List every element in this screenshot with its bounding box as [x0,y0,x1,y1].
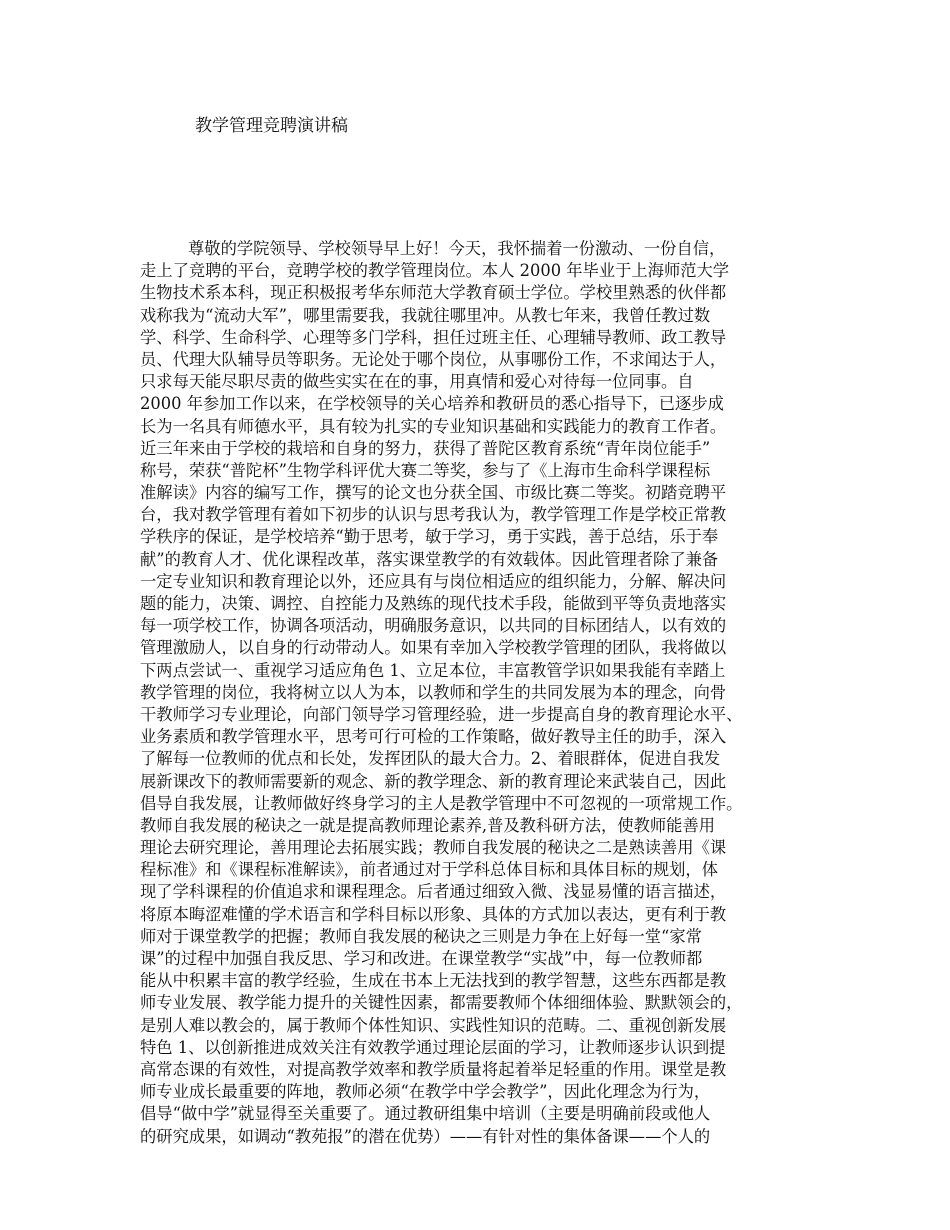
text-line: 长为一名具有师德水平，具有较为扎实的专业知识基础和实践能力的教育工作者。 [140,416,727,436]
text-line: 走上了竞聘的平台，竞聘学校的教学管理岗位。本人 2000 年毕业于上海师范大学 [140,261,730,281]
text-line: 2000 年参加工作以来，在学校领导的关心培养和教研员的悉心指导下，已逐步成 [140,394,724,414]
text-line: 是别人难以教会的，属于教师个体性知识、实践性知识的范畴。二、重视创新发展 [140,1015,727,1035]
text-line: 程标准》和《课程标准解读》，前者通过对于学科总体目标和具体目标的规划，体 [140,860,718,880]
text-line: 一定专业知识和教育理论以外，还应具有与岗位相适应的组织能力，分解、解决问 [140,571,727,591]
text-line: 学秩序的保证，是学校培养“勤于思考，敏于学习，勇于实践，善于总结，乐于奉 [140,527,719,547]
text-line: 教师自我发展的秘诀之一就是提高教师理论素养,普及教科研方法，使教师能善用 [140,815,716,835]
document-body [140,238,830,1148]
text-line: 业务素质和教学管理水平，思考可行可检的工作策略，做好教导主任的助手，深入 [140,727,727,747]
text-line: 课”的过程中加强自我反思、学习和改进。在课堂教学“实战”中，每一位教师都 [140,949,703,968]
text-line: 师专业发展、教学能力提升的关键性因素，都需要教师个体细细体验、默默领会的， [140,993,743,1013]
text-line: 了解每一位教师的优点和长处，发挥团队的最大合力。2、着眼群体，促进自我发 [140,749,721,769]
text-line: 特色 1、以创新推进成效关注有效教学通过理论层面的学习，让教师逐步认识到提 [140,1037,726,1057]
text-line: 现了学科课程的价值追求和课程理念。后者通过细致入微、浅显易懂的语言描述， [140,882,727,902]
text-line: 题的能力，决策、调控、自控能力及熟练的现代技术手段，能做到平等负责地落实 [140,594,727,613]
text-line: 下两点尝试一、重视学习适应角色 1、立足本位，丰富教管学识如果我能有幸踏上 [140,660,726,680]
text-line: 能从中积累丰富的教学经验，生成在书本上无法找到的教学智慧，这些东西都是教 [140,971,727,991]
text-line: 尊敬的学院领导、学校领导早上好！今天，我怀揣着一份激动、一份自信， [188,239,726,258]
text-line: 教学管理的岗位，我将树立以人为本，以教师和学生的共同发展为本的理念，向骨 [140,682,727,702]
text-line: 生物技术系本科，现正积极报考华东师范大学教育硕士学位。学校里熟悉的伙伴都 [140,283,727,303]
text-line: 近三年来由于学校的栽培和自身的努力，获得了普陀区教育系统“青年岗位能手” [140,438,711,458]
text-line: 理论去研究理论，善用理论去拓展实践；教师自我发展的秘诀之二是熟读善用《课 [140,838,727,858]
text-line: 只求每天能尽职尽责的做些实实在在的事，用真情和爱心对待每一位同事。自 [140,372,694,392]
text-line: 每一项学校工作，协调各项活动，明确服务意识，以共同的目标团结人，以有效的 [140,616,727,636]
text-line: 台，我对教学管理有着如下初步的认识与思考我认为，教学管理工作是学校正常教 [140,505,727,525]
text-line: 称号，荣获“普陀杯”生物学科评优大赛二等奖，参与了《上海市生命科学课程标 [140,460,711,480]
document-title: 教学管理竞聘演讲稿 [195,116,348,136]
text-line: 戏称我为“流动大军”，哪里需要我，我就往哪里冲。从教七年来，我曾任教过数 [140,305,711,325]
text-line: 展新课改下的教师需要新的观念、新的教学理念、新的教育理论来武装自己，因此 [140,771,727,791]
text-line: 员、代理大队辅导员等职务。无论处于哪个岗位，从事哪份工作，不求闻达于人， [140,349,727,369]
text-line: 干教师学习专业理论，向部门领导学习管理经验，进一步提高自身的教育理论水平、 [140,704,743,724]
text-line: 的研究成果，如调动“教苑报”的潜在优势）——有针对性的集体备课——个人的 [140,1126,711,1146]
text-line: 师对于课堂教学的把握；教师自我发展的秘诀之三则是力争在上好每一堂“家常 [140,926,702,946]
text-line: 学、科学、生命科学、心理等多门学科，担任过班主任、心理辅导教师、政工教导 [140,327,727,347]
text-line: 倡导自我发展，让教师做好终身学习的主人是教学管理中不可忽视的一项常规工作。 [140,793,743,813]
text-line: 将原本晦涩难懂的学术语言和学科目标以形象、具体的方式加以表达，更有利于教 [140,904,727,924]
text-line: 高常态课的有效性，对提高教学效率和教学质量将起着举足轻重的作用。课堂是教 [140,1059,727,1079]
text-line: 准解读》内容的编写工作，撰写的论文也分获全国、市级比赛二等奖。初踏竞聘平 [140,483,727,503]
text-line: 师专业成长最重要的阵地，教师必须“在教学中学会教学”，因此化理念为行为， [140,1082,711,1102]
text-line: 献”的教育人才、优化课程改革，落实课堂教学的有效载体。因此管理者除了兼备 [140,549,719,569]
text-line: 管理激励人，以自身的行动带动人。如果有幸加入学校教学管理的团队，我将做以 [140,638,727,658]
text-line: 倡导“做中学”就显得至关重要了。通过教研组集中培训（主要是明确前段或他人 [140,1104,711,1124]
